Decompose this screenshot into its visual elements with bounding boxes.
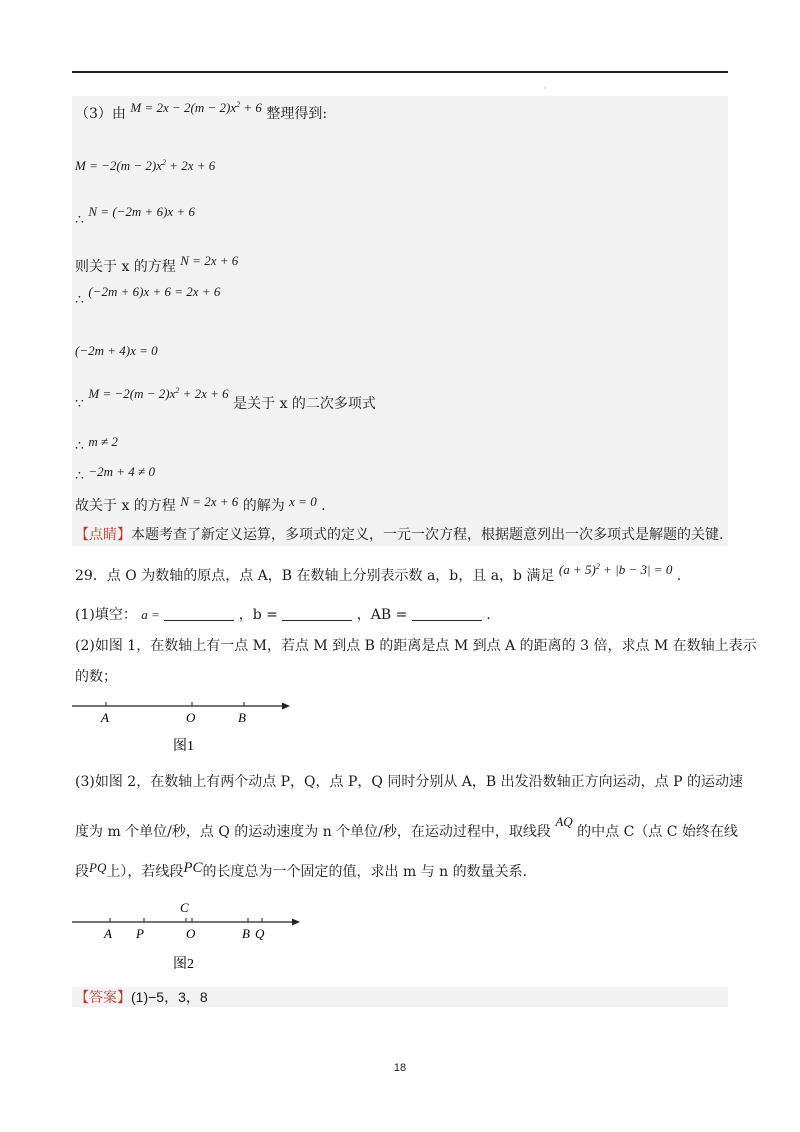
equation-7: m ≠ 2 xyxy=(88,434,118,449)
fig1-caption: 图1 xyxy=(173,739,194,754)
header-dot: · xyxy=(544,84,547,93)
fig1-label-a: A xyxy=(101,710,109,725)
fig2-label-p: P xyxy=(136,926,144,941)
problem-29-q1: (1)填空： a = ，b = ，AB = . xyxy=(75,607,491,623)
equation-1: $M = -2(m - 2)x^2 + 2x + 6$ xyxy=(75,158,216,173)
problem-29-q2-line2: 的数； xyxy=(75,669,117,685)
solution-conclusion: 故关于 x 的方程 N = 2x + 6 的解为 x = 0 . xyxy=(75,494,326,514)
answer-blank-a[interactable] xyxy=(164,608,234,621)
part3-expression: $M = 2x - 2(m - 2)x^2 + 6$ xyxy=(130,100,262,115)
fig2-label-c: C xyxy=(180,900,189,915)
problem-29-q3-line2: 度为 m 个单位/秒，点 Q 的运动速度为 n 个单位/秒，在运动过程中，取线段 AQ 的中点 C（点 C 始终在线 xyxy=(75,814,738,840)
solution-line-4: 则关于 x 的方程 N = 2x + 6 xyxy=(75,253,239,275)
comment-tag: 【点睛】 xyxy=(75,527,131,543)
problem-29-q3-line1: (3)如图 2，在数轴上有两个动点 P，Q，点 P，Q 同时分别从 A，B 出发沿数轴正方向运动，点 P 的运动速 xyxy=(75,774,743,790)
answer-blank-ab[interactable] xyxy=(412,608,482,621)
comment-line: 【点睛】本题考查了新定义运算，多项式的定义，一元一次方程，根据题意列出一次多项式是解题的关键. xyxy=(75,527,724,543)
equation-4: (−2m + 6)x + 6 = 2x + 6 xyxy=(88,284,221,299)
fig1-label-b: B xyxy=(238,710,246,725)
fig1-label-o: O xyxy=(186,710,196,725)
fig2-label-q: Q xyxy=(255,926,265,941)
equation-3: N = 2x + 6 xyxy=(180,253,239,268)
fig2-label-b: B xyxy=(242,926,250,941)
equation-2: N = (−2m + 6)x + 6 xyxy=(88,204,195,219)
solution-line-7: ∵ $M = -2(m - 2)x^2 + 2x + 6$ 是关于 x 的二次多项式 xyxy=(75,386,376,412)
problem-29-condition: $(a + 5)^2 + |b - 3| = 0$ xyxy=(558,562,673,577)
figure-2-number-line xyxy=(72,898,312,976)
answer-blank-b[interactable] xyxy=(282,608,352,621)
equation-6: $M = -2(m - 2)x^2 + 2x + 6$ xyxy=(88,386,229,401)
equation-5: (−2m + 4)x = 0 xyxy=(75,343,158,358)
solution-line-5: ∴ (−2m + 6)x + 6 = 2x + 6 xyxy=(75,284,221,308)
fig2-label-o: O xyxy=(186,926,196,941)
answer-line: 【答案】(1)−5，3，8 xyxy=(75,989,208,1006)
equation-8: −2m + 4 ≠ 0 xyxy=(88,464,155,479)
solution-line-9: ∴ −2m + 4 ≠ 0 xyxy=(75,464,155,484)
problem-29-q2-line1: (2)如图 1，在数轴上有一点 M，若点 M 到点 B 的距离是点 M 到点 A 的距离的 3 倍，求点 M 在数轴上表示 xyxy=(75,638,757,654)
solution-line-6 xyxy=(75,341,158,361)
solution-line-8: ∴ m ≠ 2 xyxy=(75,434,118,454)
fig2-caption: 图2 xyxy=(173,957,194,972)
answer-tag: 【答案】 xyxy=(75,990,131,1006)
fig2-label-a: A xyxy=(104,926,112,941)
solution-line-3: ∴ N = (−2m + 6)x + 6 xyxy=(75,204,195,228)
problem-29-q3-line3: 段PQ上），若线段PC的长度总为一个固定的值，求出 m 与 n 的数量关系. xyxy=(75,860,528,880)
page-number: 18 xyxy=(393,1062,407,1074)
figure-1-number-line xyxy=(72,694,302,758)
header-rule xyxy=(72,71,728,73)
solution-line-2 xyxy=(75,156,215,176)
problem-29-stem: 29．点 O 为数轴的原点，点 A，B 在数轴上分别表示数 a，b，且 a，b 满足 $(a + 5)^2 + |b - 3| = 0$ . xyxy=(75,562,682,584)
solution-line-1: （3）由 $M = 2x - 2(m - 2)x^2 + 6$ 整理得到: xyxy=(75,100,328,122)
fig2-arrow-icon xyxy=(292,919,300,926)
fig1-arrow-icon xyxy=(282,703,290,710)
